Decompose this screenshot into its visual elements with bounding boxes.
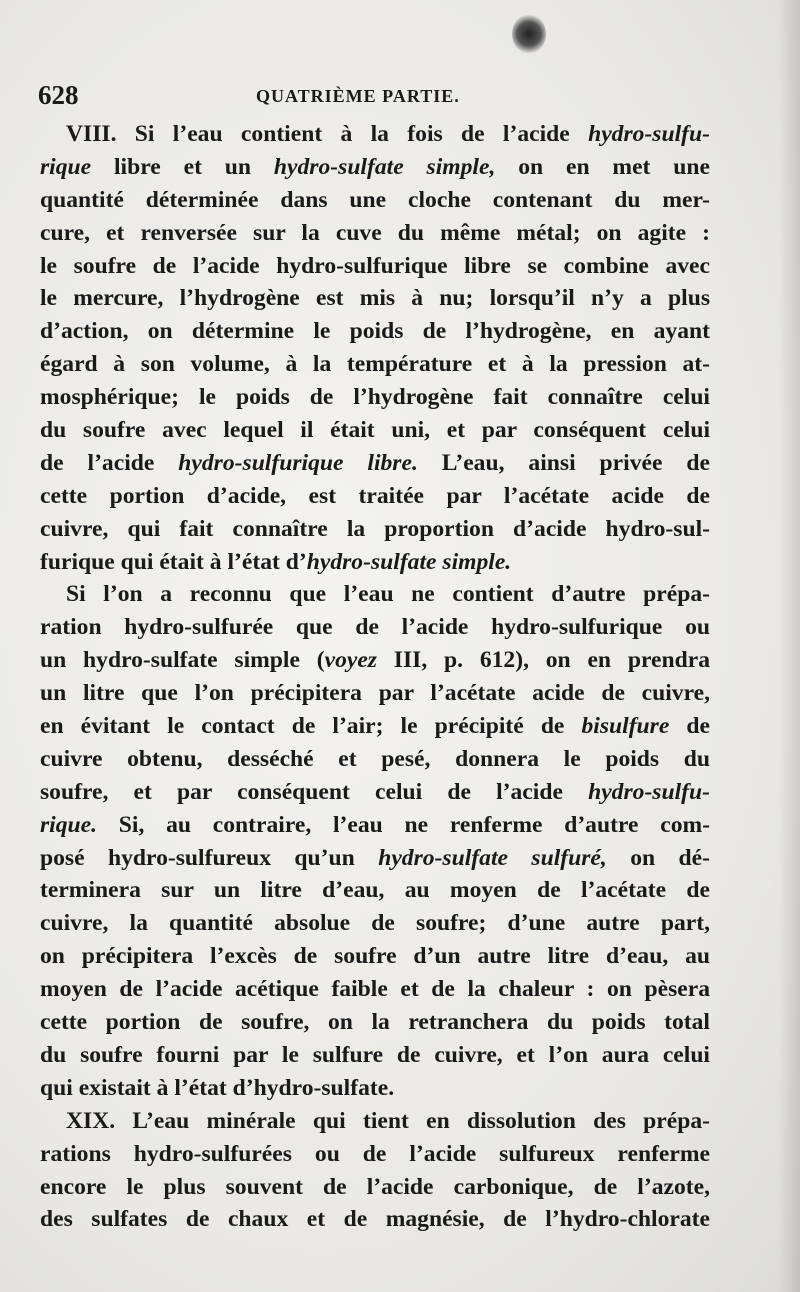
italic-text: rique. [40, 811, 98, 838]
page-edge-shadow [778, 0, 800, 1292]
text-line [40, 940, 710, 973]
page-header [38, 80, 758, 114]
page-number: 628 [38, 80, 79, 110]
text-segment: on précipitera l’excès de soufre d’un autre litre d’eau, au [40, 943, 710, 970]
text-segment: posé hydro-sulfureux qu’un [40, 844, 379, 871]
text-segment: libre et un [91, 153, 274, 180]
text-segment: cure, et renversée sur la cuve du même métal; on agite : [40, 219, 710, 246]
text-line [40, 973, 710, 1006]
text-line [40, 381, 710, 414]
text-line [40, 184, 710, 217]
text-segment: rations hydro-sulfurées ou de l’acide sulfureux renferme [40, 1140, 710, 1167]
text-line [40, 348, 710, 381]
text-segment: égard à son volume, à la température et à la pression at- [40, 351, 710, 378]
text-line [40, 282, 710, 315]
text-line [40, 151, 710, 184]
italic-text: bisulfure [581, 713, 670, 740]
text-segment: cuivre, la quantité absolue de soufre; d’une autre part, [40, 910, 710, 937]
text-segment: cette portion de soufre, on la retranchera du poids total [40, 1009, 710, 1036]
text-line [40, 611, 710, 644]
text-line [40, 710, 710, 743]
text-segment: en évitant le contact de l’air; le précipité de [40, 713, 582, 740]
text-segment: on dé- [606, 844, 710, 871]
text-segment: moyen de l’acide acétique faible et de la chaleur : on pèsera [40, 976, 710, 1003]
italic-text: hydro-sulfate simple. [306, 548, 512, 575]
text-line [40, 1072, 710, 1105]
text-segment: on en met une [495, 153, 710, 180]
text-segment: cuivre, qui fait connaître la proportion d’acide hydro-sul- [40, 515, 710, 542]
text-line [40, 743, 710, 776]
italic-text: hydro-sulfu- [588, 778, 710, 805]
text-line [40, 907, 710, 940]
text-line [40, 480, 710, 513]
text-segment: qui existait à l’état d’hydro-sulfate. [40, 1074, 395, 1101]
text-segment: terminera sur un litre d’eau, au moyen de l’acétate de [40, 877, 710, 904]
text-segment: encore le plus souvent de l’acide carbonique, de l’azote, [40, 1173, 710, 1200]
text-line [40, 250, 710, 283]
text-line [40, 776, 710, 809]
text-line [40, 1138, 710, 1171]
text-segment: VIII. Si l’eau contient à la fois de l’acide [66, 121, 589, 147]
text-line [40, 217, 710, 250]
text-line [40, 447, 710, 480]
ink-blot [512, 14, 546, 54]
text-segment: du soufre fourni par le sulfure de cuivre, et l’on aura celui [40, 1041, 710, 1068]
text-line [40, 644, 710, 677]
italic-text: rique [40, 153, 92, 180]
text-segment: des sulfates de chaux et de magnésie, de l’hydro-chlorate [40, 1206, 710, 1233]
body-text [40, 118, 710, 1236]
text-line [40, 546, 710, 579]
italic-text: hydro-sulfate simple, [273, 153, 496, 180]
text-segment: quantité déterminée dans une cloche contenant du mer- [40, 186, 710, 213]
text-line [40, 874, 710, 907]
text-segment: mosphérique; le poids de l’hydrogène fait connaître celui [40, 384, 710, 411]
text-segment: cette portion d’acide, est traitée par l’acétate acide de [40, 482, 710, 509]
text-segment: XIX. L’eau minérale qui tient en dissolution des prépa- [66, 1107, 710, 1134]
text-segment: L’eau, ainsi privée de [417, 449, 710, 476]
running-head: QUATRIÈME PARTIE. [256, 86, 460, 106]
text-line [40, 1105, 710, 1138]
text-segment: III, p. 612), on en prendra [377, 647, 710, 674]
text-line [40, 1006, 710, 1039]
text-segment: de l’acide [40, 449, 179, 476]
text-segment: un litre que l’on précipitera par l’acétate acide de cuivre, [40, 680, 710, 707]
text-line [40, 118, 710, 151]
text-segment: le mercure, l’hydrogène est mis à nu; lorsqu’il n’y a plus [40, 285, 710, 312]
text-segment: de [669, 713, 710, 740]
text-segment: furique qui était à l’état d’ [40, 548, 307, 575]
text-segment: cuivre obtenu, desséché et pesé, donnera le poids du [40, 745, 710, 772]
text-line [40, 677, 710, 710]
text-line [40, 513, 710, 546]
text-line [40, 414, 710, 447]
text-segment: Si l’on a reconnu que l’eau ne contient d’autre prépa- [66, 581, 710, 608]
text-segment: du soufre avec lequel il était uni, et par conséquent celui [40, 417, 710, 444]
text-line [40, 315, 710, 348]
italic-text: hydro-sulfurique libre. [178, 449, 418, 476]
text-line [40, 809, 710, 842]
text-segment: d’action, on détermine le poids de l’hydrogène, en ayant [40, 318, 710, 345]
text-segment: soufre, et par conséquent celui de l’acide [40, 778, 589, 805]
text-line [40, 1203, 710, 1236]
italic-text: voyez [324, 647, 377, 674]
text-line [40, 842, 710, 875]
text-line [40, 1039, 710, 1072]
text-line [40, 1171, 710, 1204]
text-segment: Si, au contraire, l’eau ne renferme d’autre com- [97, 811, 710, 838]
text-line [40, 578, 710, 611]
text-segment: ration hydro-sulfurée que de l’acide hydro-sulfurique ou [40, 614, 710, 641]
text-segment: le soufre de l’acide hydro-sulfurique libre se combine avec [40, 252, 710, 279]
italic-text: hydro-sulfu- [588, 121, 710, 147]
italic-text: hydro-sulfate sulfuré, [378, 844, 607, 871]
text-segment: un hydro-sulfate simple ( [40, 647, 325, 674]
